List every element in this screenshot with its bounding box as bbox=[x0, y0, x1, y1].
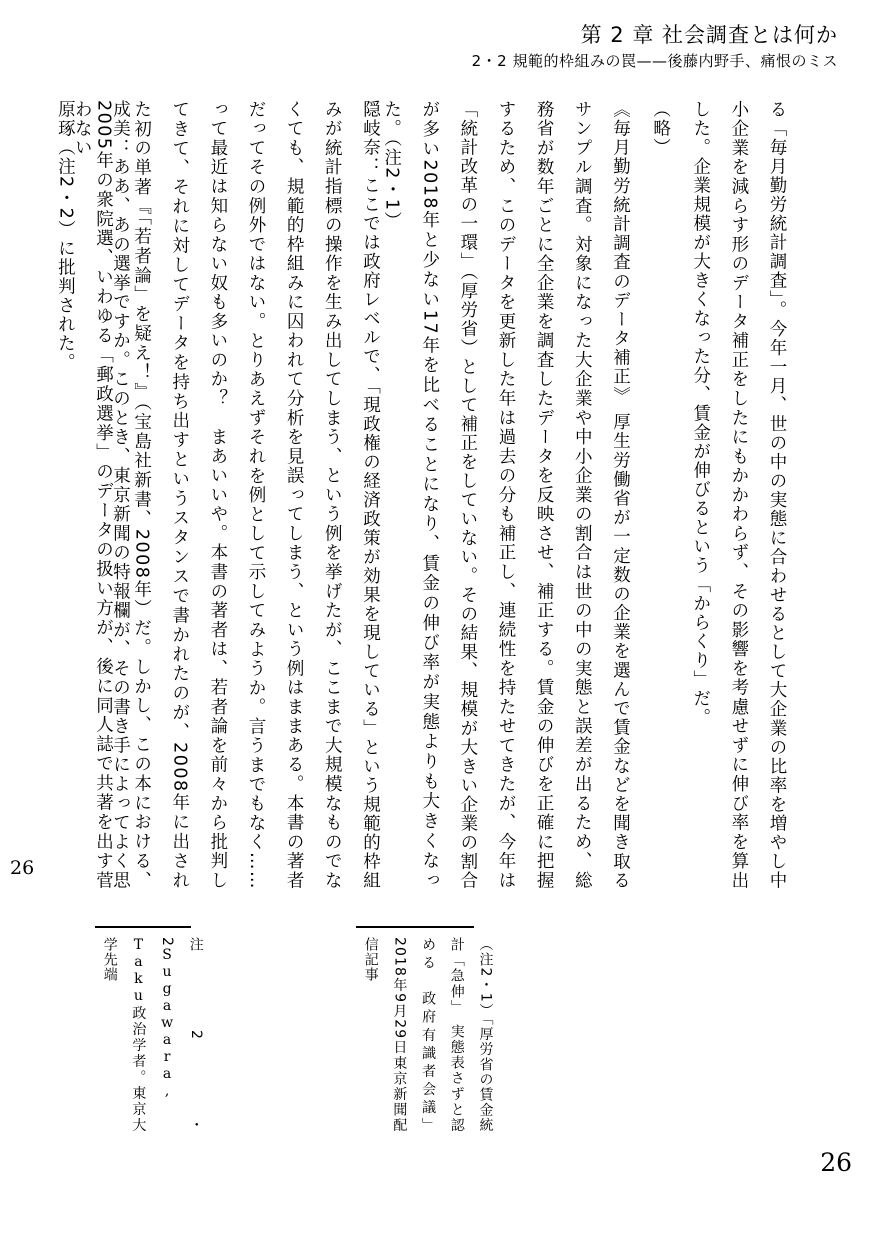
quote-paragraph-3: 《毎月勤労統計調査のデータ補正》 厚生労働省が一定数の企業を選んで賃金などを聞き取るサンプル調査。対象になった大企業や中小企業の割合は世の中の実態と誤差が出るため、総務省が数年ごとに全企業を調査したデータを反映させ、補正する。賃金の伸びを正確に把握するため、このデータを更新した年は過去の分も補正し、連続性を持たせてきたが、今年は「統計改革の一環」（厚労省）として補正をしていない。その結果、規模が大きい企業の割合が多い2018年と少ない17年を比べることになり、賃金の伸び率が実態よりも大きくなった。（注2・1） bbox=[381, 100, 631, 891]
dialog-line-okina: 隠岐奈：ここでは政府レベルで、「現政権の経済政策が効果を現している」という規範的枠組みが統計指標の操作を生み出してしまう、という例を挙げたが、ここまで大規模なものでなくても、規範的枠組みに囚われて分析を見誤ってしまう、という例はままある。本書の著者だってその例外ではない。とりあえずそれを例として示してみようか。言うまでもなく……って最近は知らない奴も多いのか？ まあいいや。本書の著者は、若者論を前々から批判してきて、それに対してデータを持ち出すというスタンスで書かれたのが、2008年に出された初の単著『「若者論」を疑え！』（宝島社新書、2008年）だ。しかし、この本における、2005年の衆院選、いわゆる「郵政選挙」のデータの扱い方が、後に同人誌で共著を出す菅原琢（注2・2）に批判された。 bbox=[55, 100, 381, 891]
footnote-rule bbox=[356, 926, 474, 928]
footnote-2-label: 注2・2 bbox=[159, 937, 204, 1133]
page-body bbox=[55, 100, 798, 891]
quote-ellipsis: （略） bbox=[650, 100, 671, 157]
footnote-1-text: （注2・1）「厚労省の賃金統計「急伸」 実態表さずと認める 政府有識者会議」2018年9月29日東京新聞配信記事 bbox=[362, 937, 494, 1133]
section-title: 2・2 規範的枠組みの罠——後藤内野手、痛恨のミス bbox=[471, 52, 838, 71]
footnote-2-latin-name: Sugawara, Taku bbox=[130, 937, 176, 1101]
quote-paragraph-1: る「毎月勤労統計調査」。今年一月、世の中の実態に合わせるとして大企業の比率を増やし中小企業を減らす形のデータ補正をしたにもかかわらず、その影響を考慮せずに伸び率を算出した。企業規模が大きくなった分、賃金が伸びるという「からくり」だ。 bbox=[690, 100, 787, 891]
dialog-line-narumi: 成美：ああ、あの選挙ですか。このとき、東京新聞の特報欄が、その書き手によってよく思わない bbox=[72, 100, 131, 891]
footnote-2-text bbox=[95, 937, 210, 1133]
footnote-block-2 bbox=[95, 926, 204, 1156]
chapter-title: 第 2 章 社会調査とは何か bbox=[580, 23, 838, 47]
page-number-right: 26 bbox=[820, 1148, 852, 1177]
footnote-2-desc: 政治学者。東京大学先端 bbox=[101, 937, 147, 1133]
running-head bbox=[0, 22, 838, 72]
page-number-left: 26 bbox=[10, 857, 35, 879]
footnote-block-1 bbox=[356, 926, 494, 1156]
footnote-rule bbox=[95, 926, 191, 928]
